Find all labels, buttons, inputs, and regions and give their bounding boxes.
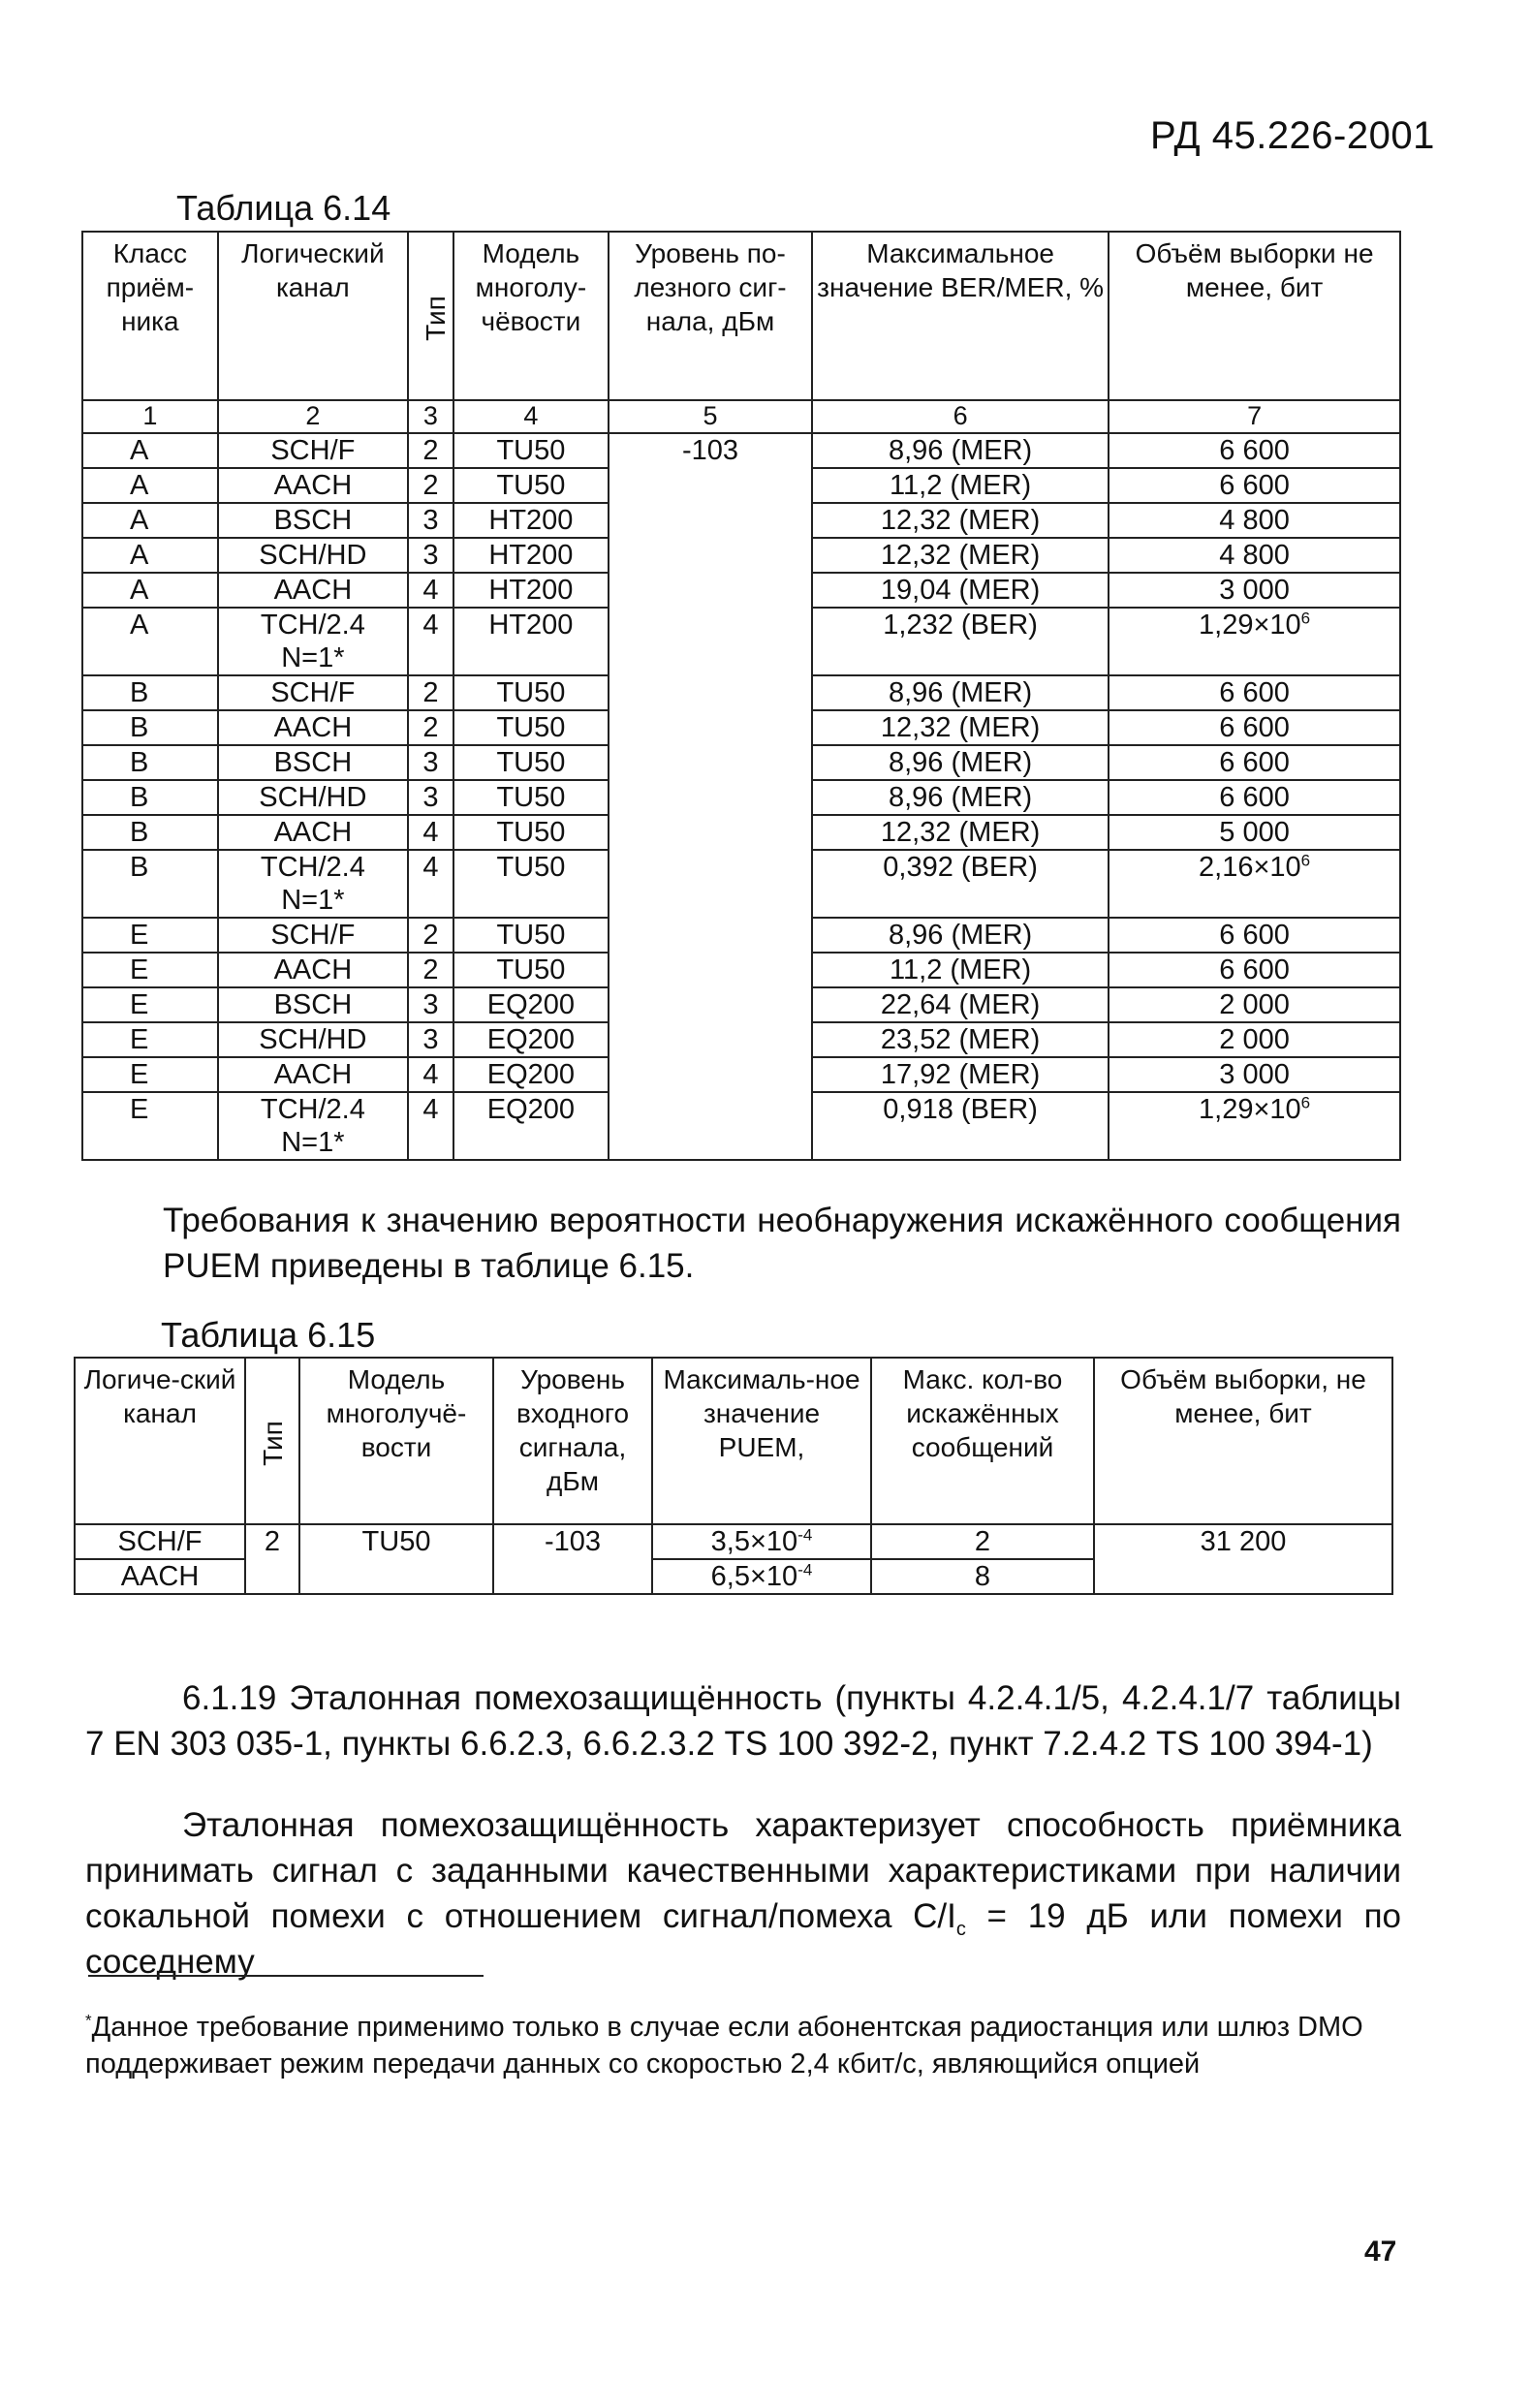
cell-sample: 31 200 [1094,1524,1392,1594]
cell-type: 4 [408,573,453,608]
cell-class: B [82,850,218,918]
cell-channel: BSCH [218,987,408,1022]
cell-max-value: 8,96 (MER) [812,918,1109,953]
cell-channel: AACH [218,468,408,503]
cell-signal-level: -103 [609,433,812,1160]
cell-model: HT200 [453,538,609,573]
cell-channel: TCH/2.4 N=1* [218,850,408,918]
cell-sample: 2 000 [1109,1022,1400,1057]
cell-class: A [82,538,218,573]
cell-type: 3 [408,503,453,538]
document-number: РД 45.226-2001 [1150,114,1435,157]
table-row [75,1524,1392,1559]
cell-type: 4 [408,608,453,675]
cell-max-value: 8,96 (MER) [812,433,1109,468]
cell-type: 4 [408,850,453,918]
cell-sample: 3 000 [1109,573,1400,608]
table-row [82,433,1400,468]
cell-type: 4 [408,815,453,850]
header-receiver-class: Класс приём-ника [82,232,218,400]
cell-class: A [82,503,218,538]
cell-model: TU50 [453,468,609,503]
header-sample-size: Объём выборки не менее, бит [1109,232,1400,400]
cell-type: 2 [408,918,453,953]
cell-sample: 6 600 [1109,780,1400,815]
header-multipath-model: Модель многолу-чёвости [453,232,609,400]
cell-max-value: 22,64 (MER) [812,987,1109,1022]
cell-model: TU50 [453,745,609,780]
cell-channel: TCH/2.4 N=1* [218,1092,408,1160]
t15-header-input-level: Уровень входного сигнала, дБм [493,1358,652,1524]
cell-max-value: 0,392 (BER) [812,850,1109,918]
cell-max-value: 1,232 (BER) [812,608,1109,675]
cell-channel: AACH [218,815,408,850]
cell-max-value: 11,2 (MER) [812,953,1109,987]
column-number-row: 1 2 3 4 5 6 7 [82,400,1400,433]
cell-max-value: 12,32 (MER) [812,538,1109,573]
cell-sample: 6 600 [1109,710,1400,745]
header-type: Тип [408,232,453,400]
cell-model: TU50 [453,675,609,710]
cell-model: TU50 [299,1524,493,1594]
cell-model: TU50 [453,850,609,918]
cell-count: 8 [871,1559,1094,1594]
cell-class: B [82,710,218,745]
t15-header-max-puem: Максималь-ное значение PUEM, [652,1358,871,1524]
cell-channel: BSCH [218,745,408,780]
cell-sample: 6 600 [1109,468,1400,503]
cell-puem: $3,5\times 10^{-4}$ [652,1524,871,1559]
cell-type: 2 [408,710,453,745]
cell-class: A [82,433,218,468]
header-max-ber-mer: Максимальное значение BER/MER, % [812,232,1109,400]
cell-channel: AACH [75,1559,245,1594]
cell-class: B [82,815,218,850]
footnote-mark: * [85,2011,92,2030]
cell-channel: SCH/F [218,918,408,953]
cell-model: TU50 [453,953,609,987]
cell-sample: 4 800 [1109,538,1400,573]
header-logical-channel: Логический канал [218,232,408,400]
paragraph-puem: Требования к значению вероятности необнаружения искажённого сообщения PUEM приведены в таблице 6.15. [163,1202,1401,1285]
cell-sample: 3 000 [1109,1057,1400,1092]
cell-class: B [82,745,218,780]
cell-max-value: 12,32 (MER) [812,815,1109,850]
cell-type: 3 [408,1022,453,1057]
cell-channel: BSCH [218,503,408,538]
cell-type: 4 [408,1057,453,1092]
cell-type: 2 [245,1524,299,1594]
cell-channel: SCH/HD [218,1022,408,1057]
cell-model: EQ200 [453,1022,609,1057]
cell-max-value: 8,96 (MER) [812,780,1109,815]
section-heading: 6.1.19 Эталонная помехозащищённость (пункты 4.2.4.1/5, 4.2.4.1/7 таблицы 7 EN 303 035-1, пункты 6.6.2.3, 6.6.2.3.2 TS 100 392-2, пункт 7.2.4.2 TS 100 394-1) [85,1679,1401,1763]
cell-channel: SCH/HD [218,780,408,815]
cell-max-value: 8,96 (MER) [812,745,1109,780]
cell-model: EQ200 [453,1092,609,1160]
cell-sample: $2,16\times 10^6$ [1109,850,1400,918]
cell-sample: $1,29\times 10^6$ [1109,608,1400,675]
cell-class: B [82,675,218,710]
t15-header-max-corrupted: Макс. кол-во искажённых сообщений [871,1358,1094,1524]
cell-max-value: 12,32 (MER) [812,503,1109,538]
cell-model: TU50 [453,710,609,745]
cell-model: TU50 [453,433,609,468]
cell-model: EQ200 [453,987,609,1022]
cell-type: 3 [408,745,453,780]
cell-sample: 4 800 [1109,503,1400,538]
cell-class: E [82,987,218,1022]
cell-max-value: 19,04 (MER) [812,573,1109,608]
cell-sample: 2 000 [1109,987,1400,1022]
cell-type: 3 [408,538,453,573]
table-6-15 [74,1357,1393,1595]
cell-channel: SCH/HD [218,538,408,573]
cell-sample: 5 000 [1109,815,1400,850]
cell-class: B [82,780,218,815]
cell-channel: SCH/F [218,433,408,468]
cell-type: 3 [408,780,453,815]
cell-sample: 6 600 [1109,918,1400,953]
cell-max-value: 12,32 (MER) [812,710,1109,745]
cell-class: A [82,608,218,675]
t15-header-type: Тип [245,1358,299,1524]
header-signal-level: Уровень по-лезного сиг-нала, дБм [609,232,812,400]
footnote-separator [88,1975,484,1977]
cell-max-value: 11,2 (MER) [812,468,1109,503]
cell-sample: $1,29\times 10^6$ [1109,1092,1400,1160]
cell-class: A [82,468,218,503]
cell-class: E [82,1022,218,1057]
cell-channel: TCH/2.4 N=1* [218,608,408,675]
cell-model: HT200 [453,608,609,675]
cell-type: 4 [408,1092,453,1160]
cell-sample: 6 600 [1109,675,1400,710]
cell-model: HT200 [453,573,609,608]
cell-class: A [82,573,218,608]
cell-max-value: 8,96 (MER) [812,675,1109,710]
section-body: Эталонная помехозащищённость характеризует способность приёмника принимать сигнал с заданными качественными характеристиками при наличии сокальной помехи с отношением сигнал/помеха $С/I_c = 19$ дБ или помехи по соседнему [85,1806,1401,1981]
t15-header-sample-size: Объём выборки, не менее, бит [1094,1358,1392,1524]
cell-class: E [82,1057,218,1092]
cell-channel: SCH/F [75,1524,245,1559]
cell-max-value: 17,92 (MER) [812,1057,1109,1092]
table-6-14 [81,231,1401,1161]
table-6-15-caption: Таблица 6.15 [161,1315,376,1355]
cell-model: EQ200 [453,1057,609,1092]
cell-channel: AACH [218,710,408,745]
t15-header-multipath-model: Модель многолучё-вости [299,1358,493,1524]
t15-header-logical-channel: Логиче-ский канал [75,1358,245,1524]
cell-channel: SCH/F [218,675,408,710]
cell-channel: AACH [218,1057,408,1092]
page-number: 47 [1364,2236,1397,2267]
cell-sample: 6 600 [1109,433,1400,468]
cell-class: E [82,953,218,987]
cell-channel: AACH [218,953,408,987]
cell-count: 2 [871,1524,1094,1559]
cell-sample: 6 600 [1109,953,1400,987]
cell-channel: AACH [218,573,408,608]
cell-type: 2 [408,953,453,987]
cell-model: HT200 [453,503,609,538]
cell-class: E [82,1092,218,1160]
table-6-14-caption: Таблица 6.14 [176,188,391,228]
cell-type: 2 [408,433,453,468]
cell-sample: 6 600 [1109,745,1400,780]
cell-model: TU50 [453,918,609,953]
cell-class: E [82,918,218,953]
cell-puem: $6,5\times 10^{-4}$ [652,1559,871,1594]
cell-type: 2 [408,468,453,503]
footnote: *Данное требование применимо только в случае если абонентская радиостанция или шлюз DMO поддерживает режим передачи данных со скоростью 2,4 кбит/с, являющийся опцией [85,2011,1363,2080]
cell-model: TU50 [453,780,609,815]
cell-model: TU50 [453,815,609,850]
cell-type: 2 [408,675,453,710]
cell-type: 3 [408,987,453,1022]
cell-max-value: 0,918 (BER) [812,1092,1109,1160]
cell-level: -103 [493,1524,652,1594]
cell-max-value: 23,52 (MER) [812,1022,1109,1057]
